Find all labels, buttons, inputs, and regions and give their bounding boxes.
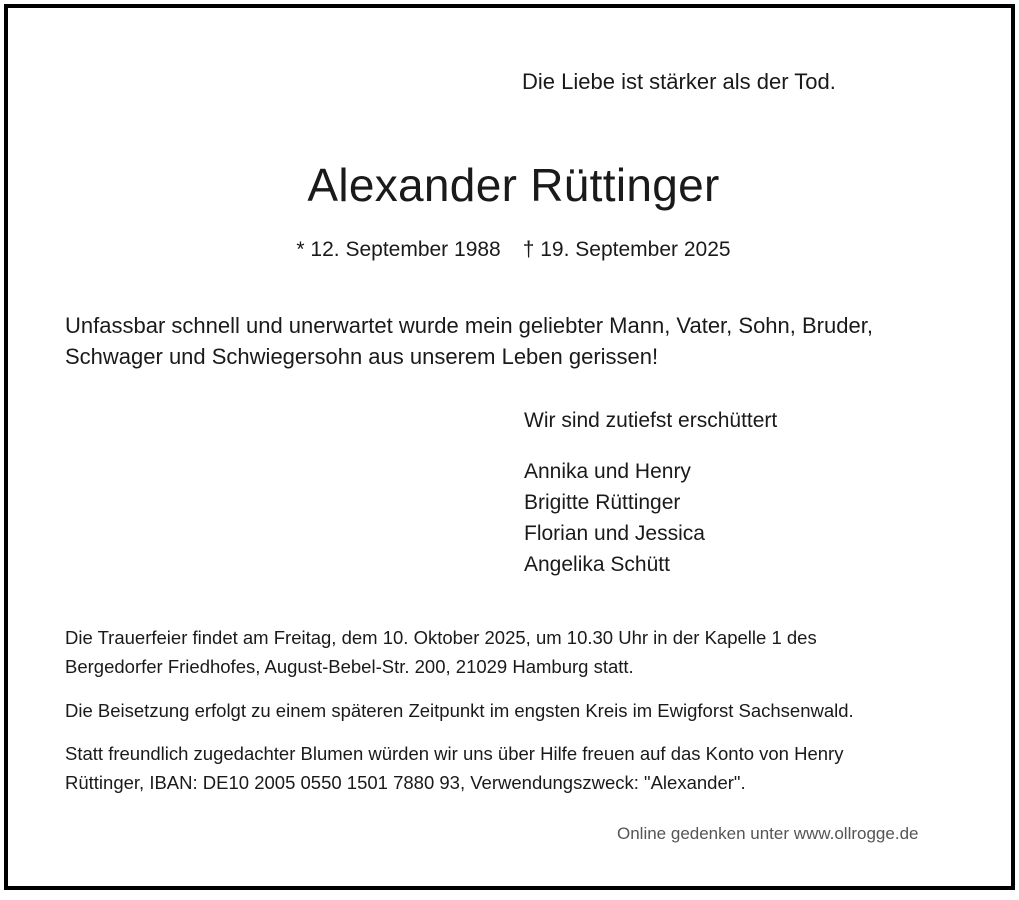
mourning-statement: Wir sind zutiefst erschüttert <box>524 409 778 432</box>
obituary-frame <box>4 4 1015 890</box>
life-dates <box>8 238 1019 262</box>
deceased-name: Alexander Rüttinger <box>307 159 720 211</box>
intro-text <box>65 310 873 372</box>
family-member: Brigitte Rüttinger <box>524 491 681 514</box>
death-date: † 19. September 2025 <box>522 238 731 261</box>
ceremony-line: Bergedorfer Friedhofes, August-Bebel-Str. 200, 21029 Hamburg statt. <box>65 656 634 677</box>
donation-info <box>65 739 843 797</box>
family-member: Angelika Schütt <box>524 553 670 576</box>
online-memorial-note: Online gedenken unter www.ollrogge.de <box>617 824 919 843</box>
donation-line: Statt freundlich zugedachter Blumen würden wir uns über Hilfe freuen auf das Konto von Henry <box>65 743 844 764</box>
family-member: Florian und Jessica <box>524 522 705 545</box>
intro-line: Unfassbar schnell und unerwartet wurde mein geliebter Mann, Vater, Sohn, Bruder, <box>65 313 873 338</box>
motto: Die Liebe ist stärker als der Tod. <box>522 69 836 94</box>
ceremony-line: Die Trauerfeier findet am Freitag, dem 10. Oktober 2025, um 10.30 Uhr in der Kapelle 1 des <box>65 627 817 648</box>
family-list <box>524 456 705 580</box>
birth-date: * 12. September 1988 <box>296 238 501 261</box>
family-member: Annika und Henry <box>524 460 691 483</box>
burial-info <box>65 696 854 725</box>
ceremony-info <box>65 623 817 681</box>
burial-line: Die Beisetzung erfolgt zu einem späteren Zeitpunkt im engsten Kreis im Ewigforst Sachsenwald. <box>65 700 854 721</box>
donation-line: Rüttinger, IBAN: DE10 2005 0550 1501 7880 93, Verwendungszweck: "Alexander". <box>65 772 746 793</box>
intro-line: Schwager und Schwiegersohn aus unserem Leben gerissen! <box>65 344 659 369</box>
